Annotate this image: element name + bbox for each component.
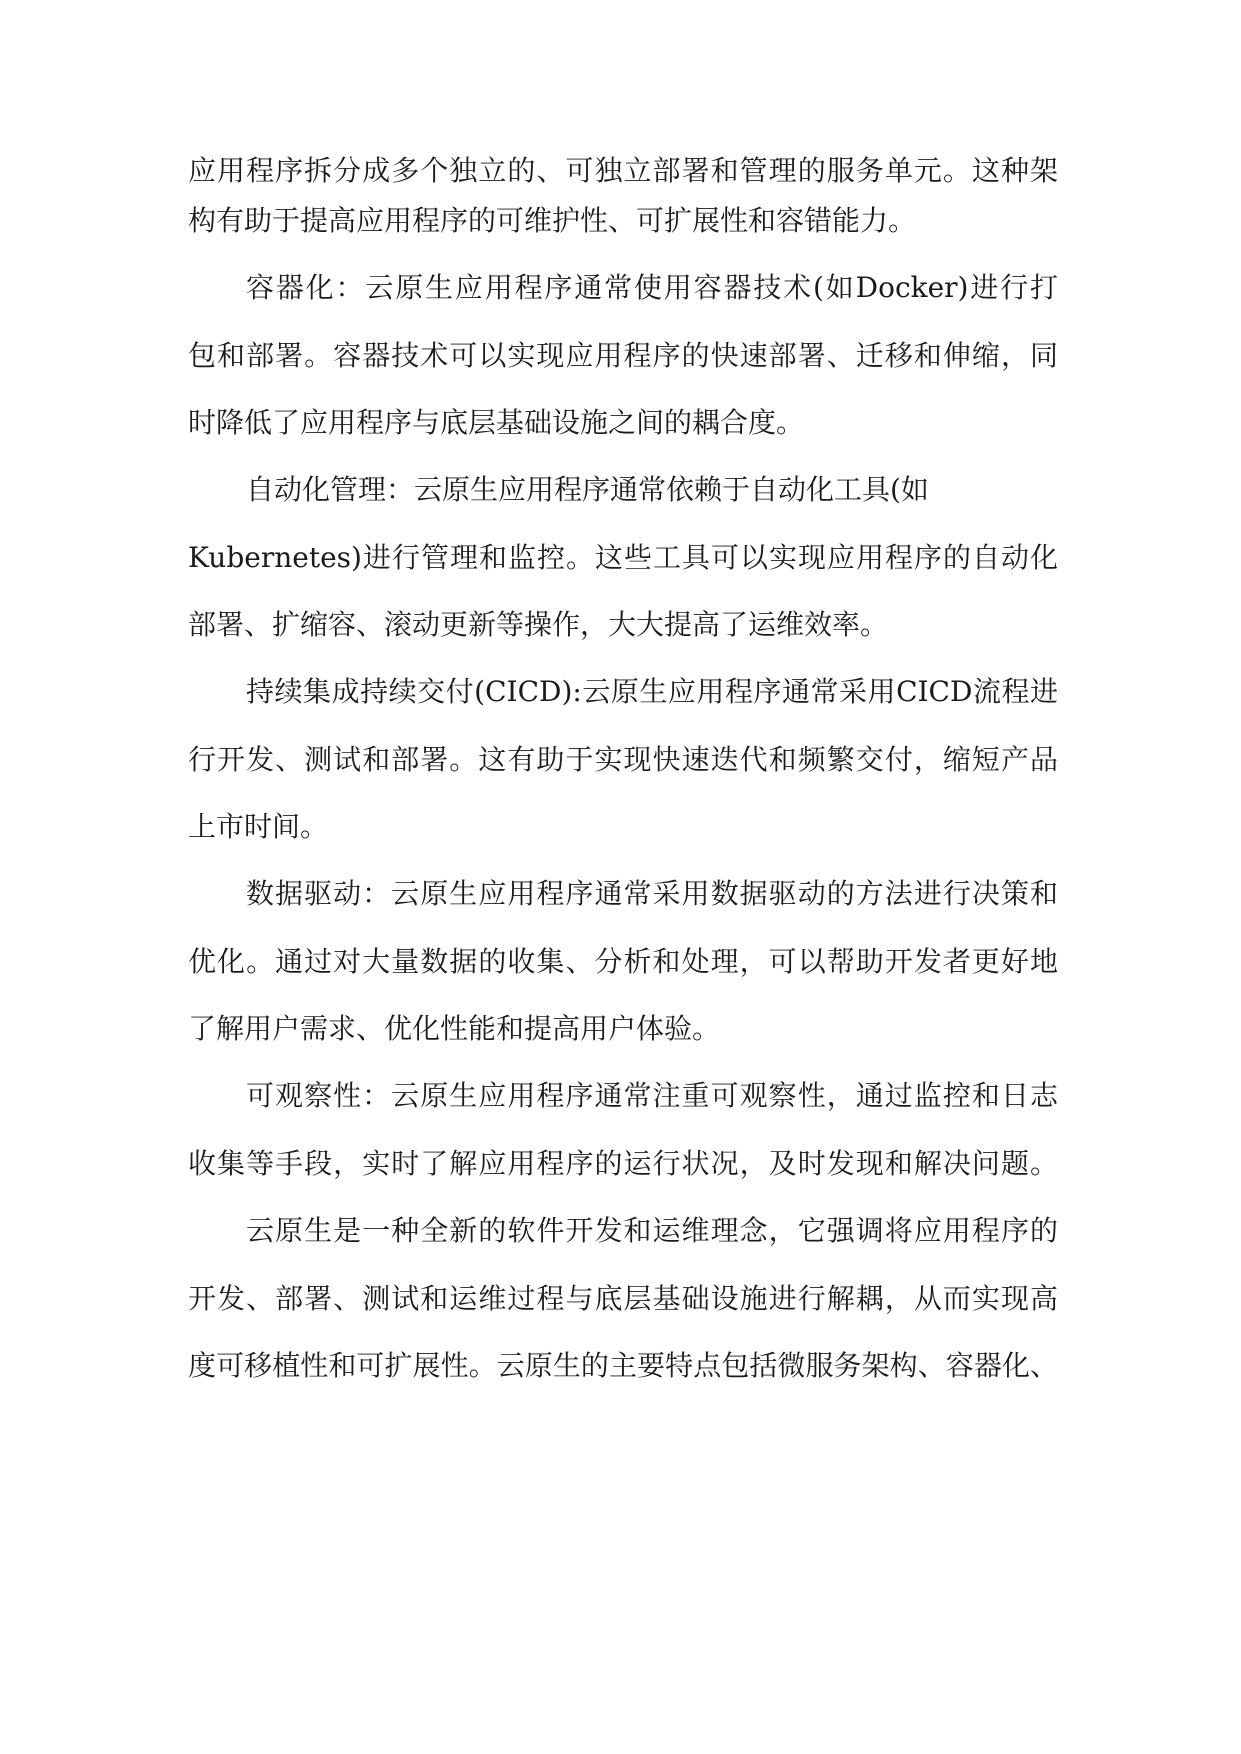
text-line: 上市时间。 <box>188 810 329 843</box>
text-line: 应用程序拆分成多个独立的、可独立部署和管理的服务单元。这种架 <box>188 154 1058 187</box>
text-line: 行开发、测试和部署。这有助于实现快速迭代和频繁交付，缩短产品 <box>188 743 1058 776</box>
text-line: 收集等手段，实时了解应用程序的运行状况，及时发现和解决问题。 <box>188 1147 1058 1180</box>
text-line: 时降低了应用程序与底层基础设施之间的耦合度。 <box>188 406 805 439</box>
text-line: 了解用户需求、优化性能和提高用户体验。 <box>188 1012 721 1045</box>
text-line: 部署、扩缩容、滚动更新等操作，大大提高了运维效率。 <box>188 608 889 641</box>
text-line: 构有助于提高应用程序的可维护性、可扩展性和容错能力。 <box>188 204 917 237</box>
text-line: 开发、部署、测试和运维过程与底层基础设施进行解耦，从而实现高 <box>188 1282 1058 1315</box>
paragraph-start-cloud-native: 云原生是一种全新的软件开发和运维理念，它强调将应用程序的 <box>246 1214 1058 1247</box>
text-line: 优化。通过对大量数据的收集、分析和处理，可以帮助开发者更好地 <box>188 945 1058 978</box>
paragraph-start-data-driven: 数据驱动：云原生应用程序通常采用数据驱动的方法进行决策和 <box>246 877 1058 910</box>
text-line: Kubernetes)进行管理和监控。这些工具可以实现应用程序的自动化 <box>188 541 1058 574</box>
paragraph-start-cicd: 持续集成持续交付(CICD):云原生应用程序通常采用CICD流程进 <box>246 675 1058 708</box>
paragraph-start-automation: 自动化管理：云原生应用程序通常依赖于自动化工具(如 <box>246 473 929 506</box>
paragraph-start-observability: 可观察性：云原生应用程序通常注重可观察性，通过监控和日志 <box>246 1079 1058 1112</box>
text-line: 包和部署。容器技术可以实现应用程序的快速部署、迁移和伸缩，同 <box>188 339 1058 372</box>
text-line: 度可移植性和可扩展性。云原生的主要特点包括微服务架构、容器化、 <box>188 1349 1058 1382</box>
paragraph-start-containerization: 容器化：云原生应用程序通常使用容器技术(如Docker)进行打 <box>246 271 1058 304</box>
